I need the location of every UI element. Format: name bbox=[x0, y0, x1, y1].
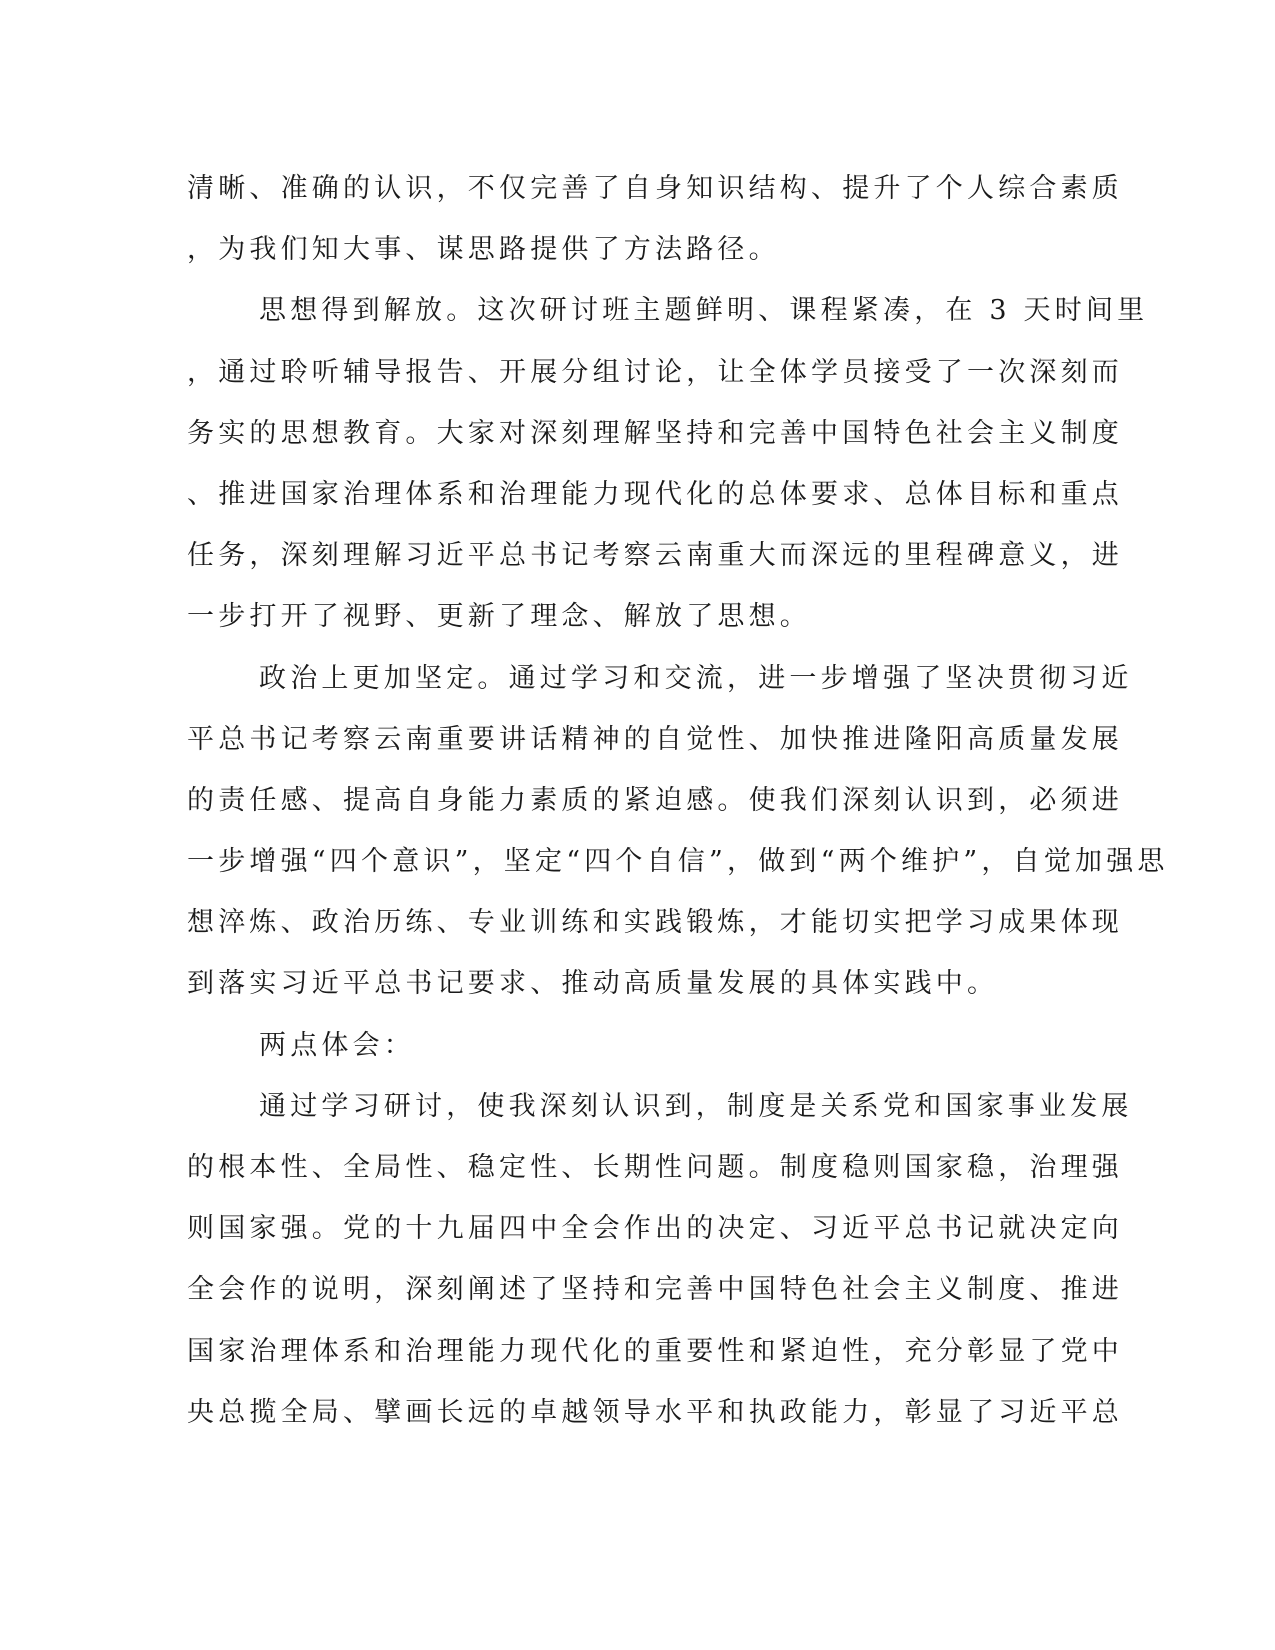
text-line: 的责任感、提高自身能力素质的紧迫感。使我们深刻认识到，必须进 bbox=[187, 784, 1123, 816]
text-line: 想淬炼、政治历练、专业训练和实践锻炼，才能切实把学习成果体现 bbox=[187, 907, 1123, 939]
text-line: 政治上更加坚定。通过学习和交流，进一步增强了坚决贯彻习近 bbox=[259, 662, 1133, 694]
text-line: 一步增强“四个意识”，坚定“四个自信”，做到“两个维护”，自觉加强思 bbox=[187, 846, 1169, 878]
text-line: 则国家强。党的十九届四中全会作出的决定、习近平总书记就决定向 bbox=[187, 1213, 1123, 1245]
text-line: 全会作的说明，深刻阐述了坚持和完善中国特色社会主义制度、推进 bbox=[187, 1274, 1123, 1306]
text-line: 两点体会： bbox=[259, 1029, 415, 1061]
text-line: ，通过聆听辅导报告、开展分组讨论，让全体学员接受了一次深刻而 bbox=[187, 356, 1123, 388]
text-line: 任务，深刻理解习近平总书记考察云南重大而深远的里程碑意义，进 bbox=[187, 540, 1123, 572]
body-text bbox=[187, 158, 1169, 1443]
text-line: ，为我们知大事、谋思路提供了方法路径。 bbox=[187, 234, 780, 266]
text-line: 平总书记考察云南重要讲话精神的自觉性、加快推进隆阳高质量发展 bbox=[187, 723, 1123, 755]
text-line: 清晰、准确的认识，不仅完善了自身知识结构、提升了个人综合素质 bbox=[187, 173, 1123, 204]
text-line: 思想得到解放。这次研讨班主题鲜明、课程紧凑，在 3 天时间里 bbox=[259, 295, 1149, 327]
text-line: 通过学习研讨，使我深刻认识到，制度是关系党和国家事业发展 bbox=[259, 1090, 1133, 1122]
text-line: 的根本性、全局性、稳定性、长期性问题。制度稳则国家稳，治理强 bbox=[187, 1152, 1123, 1183]
text-line: 一步打开了视野、更新了理念、解放了思想。 bbox=[187, 601, 811, 633]
text-line: 、推进国家治理体系和治理能力现代化的总体要求、总体目标和重点 bbox=[187, 478, 1123, 510]
text-line: 国家治理体系和治理能力现代化的重要性和紧迫性，充分彰显了党中 bbox=[187, 1335, 1123, 1367]
text-line: 央总揽全局、擘画长远的卓越领导水平和执政能力，彰显了习近平总 bbox=[187, 1396, 1123, 1428]
text-line: 到落实习近平总书记要求、推动高质量发展的具体实践中。 bbox=[187, 968, 999, 1000]
text-line: 务实的思想教育。大家对深刻理解坚持和完善中国特色社会主义制度 bbox=[187, 417, 1123, 449]
